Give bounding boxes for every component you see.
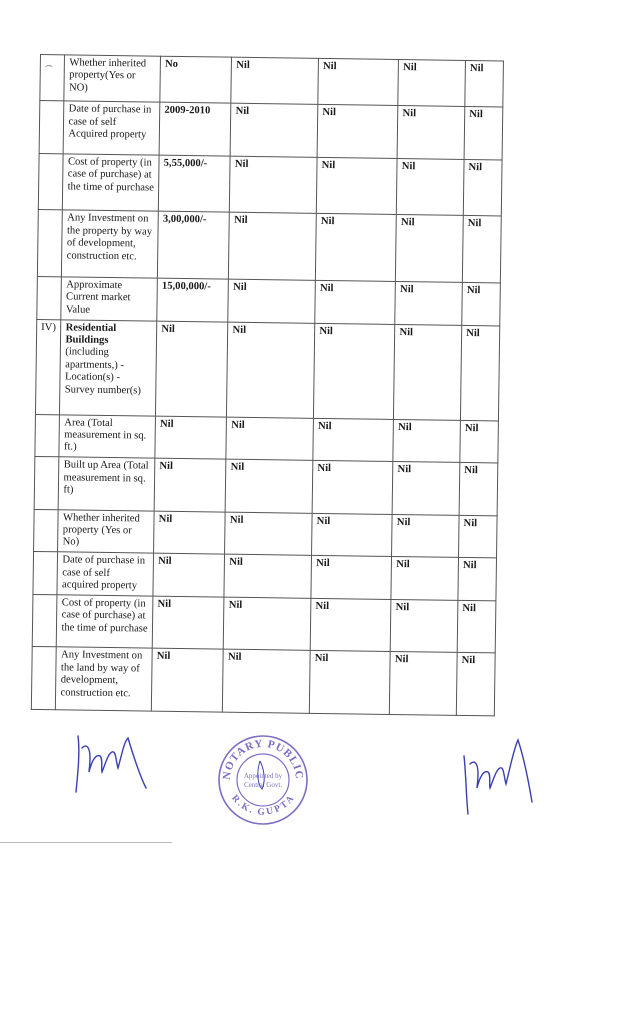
table-row — [37, 210, 501, 283]
field-label-cell — [59, 457, 155, 511]
table-row — [38, 153, 502, 216]
table-row — [32, 594, 496, 653]
notary-seal — [216, 733, 310, 827]
relative-value-cell: Nil — [457, 600, 496, 653]
serial-cell — [32, 594, 57, 647]
relative-value-cell: Nil — [226, 459, 314, 513]
field-label-cell — [63, 154, 159, 212]
relative-value-cell: Nil — [392, 514, 459, 558]
field-label: Any Investment on the land by way of development, construction etc. — [60, 649, 143, 699]
field-label-cell — [62, 210, 159, 278]
field-label-cell — [57, 595, 153, 649]
field-label-cell — [64, 55, 160, 103]
relative-value-cell: Nil — [459, 463, 498, 516]
field-label: Whether inherited property (Yes or No) — [62, 511, 140, 549]
relative-value-cell: Nil — [461, 325, 500, 420]
relative-value-cell: Nil — [312, 513, 393, 557]
self-value-cell: 3,00,000/- — [158, 212, 230, 280]
relative-value-cell: Nil — [394, 324, 462, 420]
relative-value-cell: Nil — [395, 282, 462, 326]
self-value-cell: Nil — [152, 596, 224, 649]
field-label-bold: Residential Buildings — [65, 322, 117, 347]
relative-value-cell: Nil — [464, 107, 503, 160]
self-value-cell: 15,00,000/- — [157, 278, 229, 322]
relative-value-cell: Nil — [460, 420, 498, 463]
self-value-cell: No — [160, 56, 232, 103]
field-label: Date of purchase in case of self acquired property — [61, 554, 146, 592]
serial-cell — [34, 457, 59, 510]
field-label-cell — [59, 414, 155, 458]
relative-value-cell: Nil — [231, 57, 318, 105]
relative-value-cell: Nil — [317, 105, 398, 159]
field-label-cell — [58, 509, 154, 553]
table-row — [33, 552, 497, 601]
self-value-cell: Nil — [155, 416, 227, 460]
seal-center-line1: Appointed by — [243, 772, 283, 780]
field-label: (including apartments,) -Location(s) - Survey number(s) — [64, 346, 142, 397]
field-label: Any Investment on the property by way of development, construction etc. — [66, 212, 153, 263]
field-label-cell — [57, 552, 153, 596]
relative-value-cell: Nil — [463, 159, 502, 216]
serial-cell — [35, 414, 60, 457]
serial-cell — [39, 101, 64, 154]
relative-value-cell: Nil — [393, 419, 460, 463]
serial-cell — [34, 509, 59, 552]
self-value-cell: Nil — [154, 458, 226, 511]
field-label-cell — [61, 277, 157, 321]
field-label: Cost of property (in case of purchase) at the time of purchase — [61, 597, 148, 635]
relative-value-cell: Nil — [224, 554, 311, 598]
table-row — [31, 647, 495, 716]
table-row — [34, 457, 498, 516]
field-label: Whether inherited property(Yes or NO) — [68, 57, 147, 94]
relative-value-cell: Nil — [227, 322, 315, 418]
relative-value-cell: Nil — [456, 653, 495, 716]
property-details-table — [31, 54, 504, 716]
relative-value-cell: Nil — [391, 599, 458, 652]
relative-value-cell: Nil — [314, 323, 395, 419]
serial-cell — [38, 153, 63, 210]
relative-value-cell: Nil — [224, 597, 312, 651]
relative-value-cell: Nil — [397, 158, 465, 215]
relative-value-cell: Nil — [397, 106, 464, 159]
relative-value-cell: Nil — [458, 558, 496, 601]
self-value-cell: Nil — [153, 553, 225, 597]
serial-cell — [37, 277, 62, 320]
self-value-cell: 5,55,000/- — [158, 155, 230, 213]
relative-value-cell: Nil — [396, 215, 464, 283]
seal-top-text: NOTARY PUBLIC — [220, 737, 306, 781]
table-row — [40, 55, 504, 108]
seal-bottom-text: R.K. GUPTA — [229, 793, 297, 818]
self-value-cell: Nil — [152, 648, 224, 712]
relative-value-cell: Nil — [230, 104, 318, 158]
relative-value-cell: Nil — [229, 213, 317, 281]
signature-right — [458, 734, 538, 818]
field-label-cell — [56, 647, 153, 711]
table-row — [34, 509, 498, 558]
relative-value-cell: Nil — [311, 556, 392, 600]
signature-left — [72, 732, 152, 796]
field-label-cell — [60, 319, 157, 415]
relative-value-cell: Nil — [459, 515, 497, 558]
table-row — [35, 319, 499, 420]
seal-center-line2: Central Govt. — [243, 781, 283, 789]
relative-value-cell: Nil — [313, 418, 394, 462]
self-value-cell: 2009-2010 — [159, 103, 231, 156]
field-label: Date of purchase in case of self Acquired property — [68, 103, 152, 141]
field-label: Built up Area (Total measurement in sq. ft) — [63, 459, 149, 496]
self-value-cell: Nil — [154, 511, 226, 555]
serial-cell — [40, 55, 65, 102]
relative-value-cell: Nil — [317, 157, 398, 215]
field-label: Area (Total measurement in sq. ft.) — [63, 416, 147, 453]
relative-value-cell: Nil — [310, 651, 391, 715]
relative-value-cell: Nil — [391, 557, 458, 601]
relative-value-cell: Nil — [316, 214, 397, 282]
relative-value-cell: Nil — [465, 60, 504, 107]
relative-value-cell: Nil — [392, 462, 459, 515]
field-label: Approximate Current market Value — [65, 279, 131, 316]
relative-value-cell: Nil — [315, 280, 396, 324]
relative-value-cell: Nil — [312, 460, 393, 514]
table-row — [39, 101, 503, 160]
table-row — [35, 414, 499, 463]
relative-value-cell: Nil — [225, 512, 312, 556]
serial-cell — [33, 552, 58, 595]
relative-value-cell: Nil — [462, 282, 500, 325]
serial-cell — [31, 647, 56, 710]
relative-value-cell: Nil — [228, 279, 315, 323]
relative-value-cell: Nil — [230, 156, 318, 214]
relative-value-cell: Nil — [226, 417, 313, 461]
relative-value-cell: Nil — [318, 58, 399, 106]
relative-value-cell: Nil — [390, 652, 458, 716]
pen-mark — [45, 65, 53, 70]
relative-value-cell: Nil — [398, 60, 465, 107]
field-label: Cost of property (in case of purchase) at the time of purchase — [67, 156, 154, 194]
self-value-cell: Nil — [156, 321, 229, 417]
field-label-cell — [64, 101, 160, 155]
relative-value-cell: Nil — [223, 649, 311, 713]
serial-cell — [37, 210, 62, 277]
relative-value-cell: Nil — [462, 216, 501, 283]
table-row — [37, 277, 501, 326]
relative-value-cell: Nil — [310, 598, 391, 652]
table-body — [31, 55, 503, 716]
bottom-rule — [0, 842, 172, 843]
serial-cell: IV) — [35, 319, 61, 414]
